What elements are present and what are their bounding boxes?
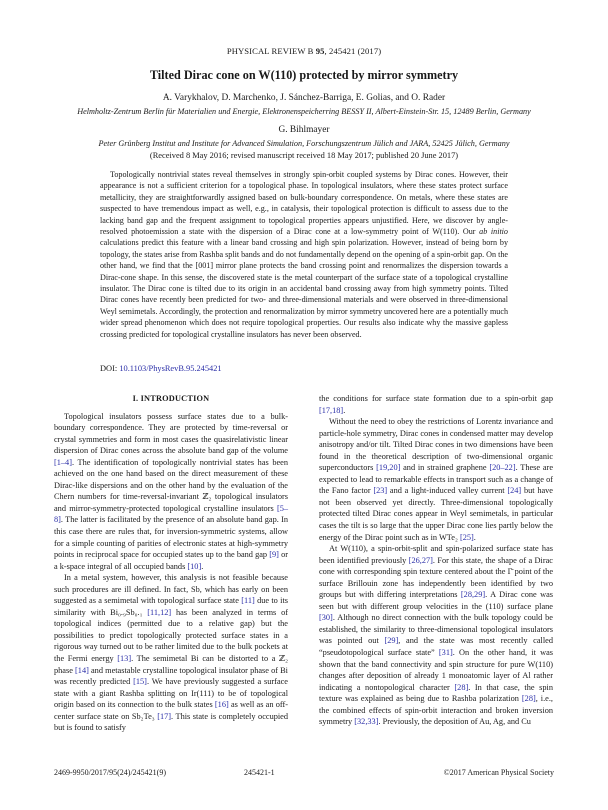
footer-copyright: ©2017 American Physical Society bbox=[443, 768, 554, 777]
citation-link[interactable]: [29] bbox=[384, 636, 399, 646]
authors-group-2: G. Bihlmayer bbox=[278, 125, 330, 135]
journal-header bbox=[0, 46, 608, 56]
journal-name: PHYSICAL REVIEW B bbox=[226, 46, 314, 56]
citation-link[interactable]: [9] bbox=[269, 550, 279, 560]
citation-link[interactable]: [24] bbox=[507, 486, 522, 496]
citation-link[interactable]: [25] bbox=[459, 532, 474, 542]
doi bbox=[100, 364, 222, 373]
paragraph: the conditions for surface state formation due to a spin-orbit gap [17,18]. bbox=[319, 394, 553, 415]
citation-link[interactable]: [13] bbox=[117, 654, 132, 664]
citation-link[interactable]: [14] bbox=[75, 665, 89, 675]
doi-link[interactable]: 10.1103/PhysRevB.95.245421 bbox=[119, 364, 222, 373]
citation-link[interactable]: [19,20] bbox=[376, 463, 401, 473]
paragraph: Without the need to obey the restrictions of Lorentz invariance and particle-hole symmetry, Dirac cones in condensed matter may develop anisotropy and/or tilt. Tilted Dirac cones in two dimensions have been found in the theoretical description of two-dimensional organic superconductors [19,20] and in strained graphene [20–22]. These are expected to lead to remarkable effects in transport such as a change of the Fano factor [23] and a light-induced valley current [24] but have not been observed yet directly. Three-dimensional topologically protected tilted Dirac cones appear in Weyl semimetals, in particular cases the tilt is so large that the upper Dirac cone lies partly below the energy of the Dirac point such as in WTe₂ [25]. bbox=[319, 417, 553, 542]
abstract-text: calculations predict this feature with a linear band crossing and high spin polarization. However, instead of being born by topology, the states arise from Rashba split bands and do not fundamentally depend on the opening of a spin-orbit gap. On the other hand, we find that the [001] mirror plane protects the band crossing point and renormalizes the dispersion towards a Dirac-cone shape. In this sense, the discovered state is the metal counterpart of the surface state of a topological crystalline insulator. The Dirac cone is tilted due to its origin in an accidental band crossing away from high symmetry points. Tilted Dirac cones have recently been predicted for two- and three-dimensional materials and were observed in three-dimensional Weyl semimetals. Accordingly, the protection and renormalization by mirror symmetry uncovered here are a potentially much wider spread phenomenon which does not require topological properties. Our results also indicate why the massive gapless crossing predicted for topological crystalline insulators has never been observed. bbox=[100, 238, 508, 339]
footer-page-number: 245421-1 bbox=[244, 768, 275, 777]
citation-link[interactable]: [23] bbox=[373, 486, 388, 496]
citation-link[interactable]: [28] bbox=[521, 694, 536, 704]
citation-link[interactable]: [16] bbox=[214, 700, 229, 710]
citation-link[interactable]: [17,18] bbox=[319, 405, 344, 415]
abstract-italic-text: ab initio bbox=[479, 227, 508, 237]
citation-link[interactable]: [31] bbox=[438, 648, 453, 658]
paragraph: In a metal system, however, this analysis is not feasible because such procedures are ill defined. In fact, Sb, which has early on been suggested as a semimetal with topological surface state [11] due to its similarity with Bi₀.₉Sb₀.₁ [11,12] has been analyzed in terms of topological indices (permitted due to a relative gap) but the possibilities to predict topologically protected surface states in a rigorous way turned out to be rather limited due to the bulk pockets at the Fermi energy [13]. The semimetal Bi can be distorted to a ℤ₂ phase [14] and metastable crystalline topological insulator phase of Bi was recently predicted [15]. We have previously suggested a surface state with a giant Rashba splitting on Ir(111) to be of topological origin based on its connection to the bulk states [16] as well as an off-center surface state on Sb₂Te₃ [17]. This state is completely occupied but is found to satisfy bbox=[54, 573, 289, 733]
citation-link[interactable]: [28] bbox=[454, 682, 469, 692]
citation-link[interactable]: [26,27] bbox=[408, 555, 433, 565]
citation-link[interactable]: [32,33] bbox=[354, 717, 379, 727]
received-dates: (Received 8 May 2016; revised manuscript received 18 May 2017; published 20 June 2017) bbox=[149, 151, 459, 160]
citation-link[interactable]: [5–8] bbox=[54, 503, 288, 525]
left-column bbox=[54, 393, 288, 734]
doi-label: DOI: bbox=[100, 364, 120, 373]
abstract-text: Topologically nontrivial states reveal themselves in strongly spin-orbit coupled systems by Dirac cones. However, their appearance is not a sufficient criterion for a topological phase. In topological insulators, where these states protect surface metallicity, they are straightforwardly assigned based on bulk-boundary correspondence. On metals, where these states are suspected to have tremendous impact as well, e.g., in catalysis, their topological protection is difficult to assess due to the lacking band gap and the frequent assignment to topological properties appears unjustified. Here, we discover by angle-resolved photoemission a state with the dispersion of a Dirac cone at a low-symmetry point of W(110). Our bbox=[100, 170, 508, 237]
paragraph: At W(110), a spin-orbit-split and spin-polarized surface state has been identified previously [26,27]. For this state, the shape of a Dirac cone with corresponding spin texture centered about the Γ̄ point of the surface Brillouin zone has independently been identified by two groups but with differing interpretations [28,29]. A Dirac cone was seen but with different group velocities in the (110) surface plane [30]. Although no direct connection with the bulk topology could be established, the similarity to three-dimensional topological insulators was pointed out [29], and the state was most recently called “pseudotopological surface state” [31]. On the other hand, it was shown that the band connectivity and spin structure for pure W(110) changes after deposition of already 1 monoatomic layer of Al rather indicating a nontopological character [28]. In that case, the spin texture was explained as being due to Rashba polarization [28], i.e., the combined effects of spin-orbit interaction and broken inversion symmetry [32,33]. Previously, the deposition of Au, Ag, and Cu bbox=[319, 544, 554, 727]
citation-link[interactable]: [30] bbox=[319, 613, 333, 623]
authors-group-1: A. Varykhalov, D. Marchenko, J. Sánchez-Barriga, E. Golias, and O. Rader bbox=[162, 93, 446, 103]
right-column bbox=[319, 393, 553, 728]
citation-link[interactable]: [17] bbox=[157, 711, 172, 721]
citation-link[interactable]: [28,29] bbox=[460, 590, 486, 600]
citation-link[interactable]: [10] bbox=[187, 561, 202, 571]
paragraph: Topological insulators possess surface states due to a bulk-boundary correspondence. They are protected by time-reversal or crystal symmetries and form in most cases the quasirelativistic linear dispersion of Dirac cones across the absolute band gap of the volume [1–4]. The identification of topologically nontrivial states has been achieved on the one hand based on the direct measurement of these Dirac-like dispersions and on the other hand by the evaluation of the Chern numbers for time-reversal-invariant ℤ₂ topological insulators and mirror-symmetry-protected topological crystalline insulators [5–8]. The latter is facilitated by the presence of an absolute band gap. In this case there are rules that, for inversion-symmetric systems, allow for a simple counting of parities of electronic states at high-symmetry points in reciprocal space for occupied states up to the band gap [9] or a k-space integral of all occupied bands [10]. bbox=[54, 411, 288, 571]
article-number-year: , 245421 (2017) bbox=[324, 46, 382, 56]
section-heading: I. INTRODUCTION bbox=[132, 394, 210, 403]
paper-title: Tilted Dirac cone on W(110) protected by mirror symmetry bbox=[149, 68, 459, 82]
footer-issn: 2469-9950/2017/95(24)/245421(9) bbox=[54, 768, 166, 777]
citation-link[interactable]: [11] bbox=[241, 596, 255, 606]
journal-volume: 95 bbox=[315, 46, 325, 56]
citation-link[interactable]: [11,12] bbox=[147, 607, 172, 617]
affiliation-2: Peter Grünberg Institut and Institute for Advanced Simulation, Forschungszentrum Jülich and JARA, 52425 Jülich, Germany bbox=[98, 139, 510, 148]
citation-link[interactable]: [1–4] bbox=[54, 457, 72, 467]
abstract bbox=[100, 169, 508, 340]
citation-link[interactable]: [20–22] bbox=[489, 463, 516, 473]
citation-link[interactable]: [15] bbox=[133, 677, 147, 687]
affiliation-1: Helmholtz-Zentrum Berlin für Materialien und Energie, Elektronenspeicherring BESSY II, Albert-Einstein-Str. 15, 12489 Berlin, Germany bbox=[77, 107, 531, 116]
